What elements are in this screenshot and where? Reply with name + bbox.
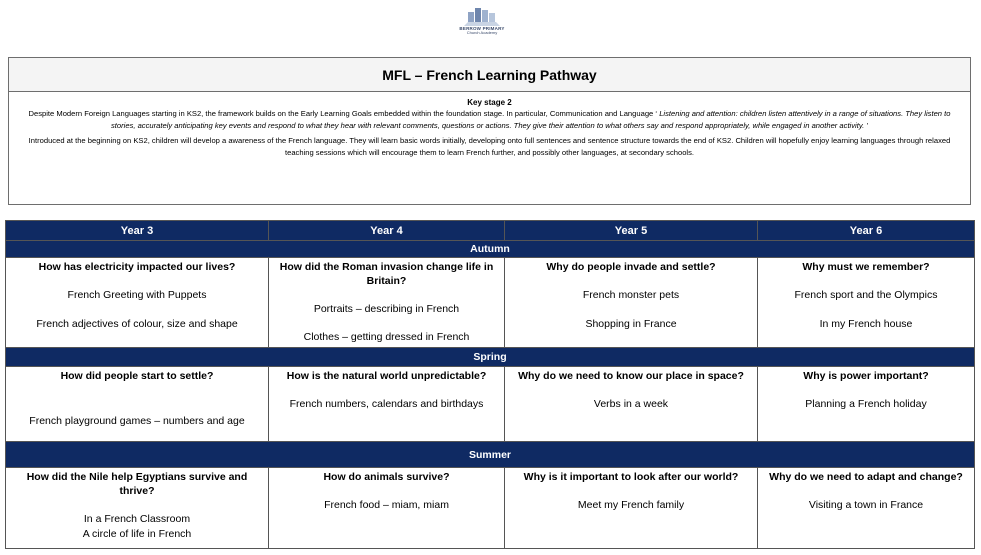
cell-spring-year6: [758, 367, 975, 442]
term-row: [6, 348, 975, 367]
cell-question: How is the natural world unpredictable?: [286, 370, 487, 383]
term-content-row: [6, 258, 975, 348]
cell-spring-year3: [6, 367, 269, 442]
intro-paragraph-1: [23, 108, 956, 132]
year-header-row: [6, 221, 975, 241]
cell-question: Why do we need to adapt and change?: [769, 471, 963, 484]
cell-topic: French sport and the Olympics: [794, 289, 938, 302]
key-stage-heading: Key stage 2: [467, 98, 512, 107]
cell-autumn-year3: [6, 258, 269, 348]
cell-summer-year5: [505, 468, 758, 549]
cell-question: Why do we need to know our place in space?: [518, 370, 744, 383]
logo-academy-name: Church Academy: [466, 30, 498, 35]
cell-question: How did people start to settle?: [60, 370, 214, 383]
cell-topic: In a French Classroom: [83, 513, 191, 526]
cell-question: How has electricity impacted our lives?: [38, 261, 236, 274]
cell-question: How did the Roman invasion change life in Britain?: [279, 261, 494, 288]
cell-question: How did the Nile help Egyptians survive and thrive?: [26, 471, 248, 498]
intro-paragraph-2: Introduced at the beginning on KS2, children will develop a awareness of the French language. They will learn basic words initially, developing onto full sentences and sentence structure towards the end of KS2. Children will hopefully enjoy learning languages through relaxed teaching sessions which will encourage them to learn French further, and possibly other languages, at secondary schools.: [28, 136, 951, 157]
year-header: Year 4: [269, 221, 505, 241]
term-label-autumn: Autumn: [6, 241, 975, 258]
term-row: [6, 441, 975, 467]
cell-autumn-year5: [505, 258, 758, 348]
cell-summer-year4: [269, 468, 505, 549]
cell-question: How do animals survive?: [323, 471, 450, 484]
intro-paragraph-1-quote: Listening and attention: children listen attentively in a range of situations. They listen to stories, accurately anticipating key events and respond to what they hear with relevant comments, questions or actions. They give their attention to what others say and respond appropriately, while engaged in another activity. ’: [111, 109, 951, 130]
cell-topic: French numbers, calendars and birthdays: [289, 398, 484, 411]
cell-question: Why is it important to look after our world?: [523, 471, 739, 484]
cell-topic: Visiting a town in France: [808, 499, 924, 512]
cell-topic: Verbs in a week: [593, 398, 669, 411]
cell-summer-year6: [758, 468, 975, 549]
year-header: Year 6: [758, 221, 975, 241]
cell-topic: French playground games – numbers and age: [29, 415, 245, 428]
intro-paragraph-1-text: Despite Modern Foreign Languages starting in KS2, the framework builds on the Early Learning Goals embedded within the foundation stage. In particular, Communication and Language ‘: [28, 109, 658, 118]
year-header: Year 5: [505, 221, 758, 241]
page-title: MFL – French Learning Pathway: [9, 58, 970, 92]
cell-topic: In my French house: [819, 318, 913, 331]
cell-autumn-year6: [758, 258, 975, 348]
cell-question: Why is power important?: [803, 370, 929, 383]
cell-topic: Shopping in France: [585, 318, 677, 331]
cell-topic: French food – miam, miam: [324, 499, 449, 512]
school-building-icon: [462, 6, 502, 26]
logo-school-name: BERROW PRIMARY: [459, 26, 505, 31]
cell-topic: Portraits – describing in French: [313, 303, 460, 316]
learning-pathway-table: [5, 220, 975, 549]
cell-topic: Planning a French holiday: [805, 398, 927, 411]
year-header: Year 3: [6, 221, 269, 241]
cell-topic: French monster pets: [582, 289, 680, 302]
intro-panel: [8, 57, 971, 205]
term-label-summer: Summer: [6, 441, 975, 467]
cell-question: Why must we remember?: [802, 261, 930, 274]
cell-topic: A circle of life in French: [82, 528, 192, 541]
term-label-spring: Spring: [6, 348, 975, 367]
cell-spring-year5: [505, 367, 758, 442]
term-content-row: [6, 468, 975, 549]
cell-topic: Clothes – getting dressed in French: [303, 331, 470, 344]
cell-topic: French adjectives of colour, size and shape: [36, 318, 238, 331]
cell-spring-year4: [269, 367, 505, 442]
cell-autumn-year4: [269, 258, 505, 348]
cell-question: Why do people invade and settle?: [546, 261, 716, 274]
term-row: [6, 241, 975, 258]
cell-summer-year3: [6, 468, 269, 549]
school-logo: [452, 6, 512, 42]
cell-topic: French Greeting with Puppets: [67, 289, 207, 302]
cell-topic: Meet my French family: [577, 499, 685, 512]
term-content-row: [6, 367, 975, 442]
